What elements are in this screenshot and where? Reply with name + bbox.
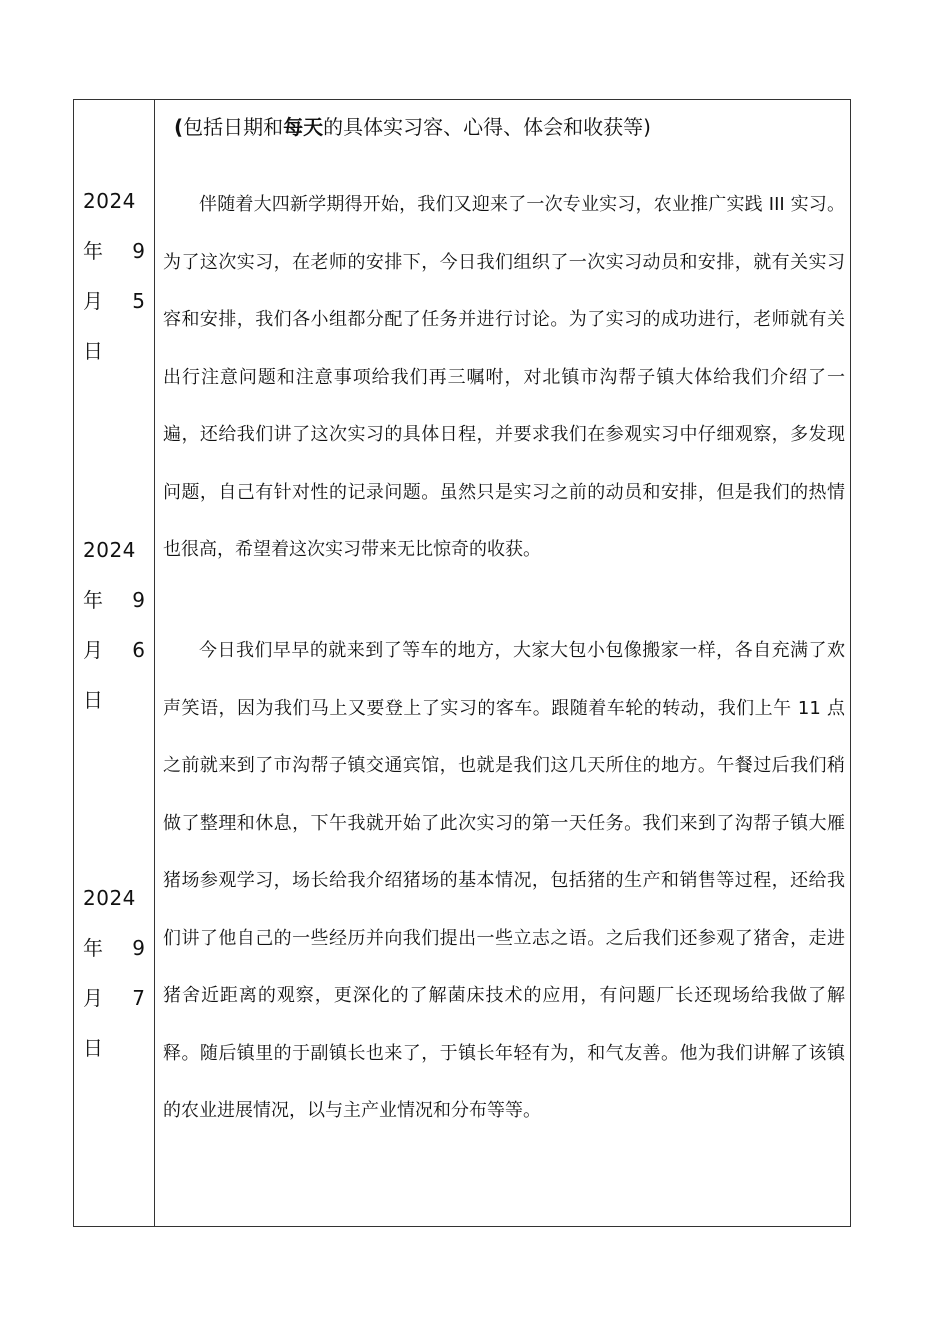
date-year: 2024 (83, 538, 136, 562)
day-value: 6 (132, 638, 145, 662)
day-value: 5 (132, 289, 145, 313)
day-char: 日 (83, 1036, 104, 1060)
date-month-row (83, 575, 145, 625)
day-char: 日 (83, 339, 104, 363)
day-char: 日 (83, 688, 104, 712)
date-day-row (83, 973, 145, 1023)
date-entry-1 (83, 176, 145, 376)
date-year: 2024 (83, 189, 136, 213)
year-char: 年 (83, 588, 103, 612)
instruction-bold: 每天 (283, 115, 324, 139)
journal-paragraph-1: 伴随着大四新学期得开始，我们又迎来了一次专业实习，农业推广实践 III 实习。为了这次实习，在老师的安排下，今日我们组织了一次实习动员和安排，就有关实习容和安排，我们各小组都分配了任务并进行讨论。为了实习的成功进行，老师就有关出行注意问题和注意事项给我们再三嘱咐，对北镇市沟帮子镇大体给我们介绍了一遍，还给我们讲了这次实习的具体日程，并要求我们在参观实习中仔细观察，多发现问题，自己有针对性的记录问题。虽然只是实习之前的动员和安排，但是我们的热情也很高，希望着这次实习带来无比惊奇的收获。 (163, 194, 845, 560)
month-char: 月 (83, 638, 103, 662)
month-char: 月 (83, 289, 103, 313)
month-value: 9 (132, 588, 145, 612)
date-day-row (83, 625, 145, 675)
day-value: 7 (132, 986, 145, 1010)
journal-paragraph-2: 今日我们早早的就来到了等车的地方，大家大包小包像搬家一样，各自充满了欢声笑语，因为我们马上又要登上了实习的客车。跟随着车轮的转动，我们上午 11 点之前就来到了市沟帮子镇交通宾馆，也就是我们这几天所住的地方。午餐过后我们稍做了整理和休息，下午我就开始了此次实习的第一天任务。我们来到了沟帮子镇大雁猪场参观学习，场长给我介绍猪场的基本情况，包括猪的生产和销售等过程，还给我们讲了他自己的一些经历并向我们提出一些立志之语。之后我们还参观了猪舍，走进猪舍近距离的观察，更深化的了解菌床技术的应用，有问题厂长还现场给我做了解释。随后镇里的于副镇长也来了，于镇长年轻有为，和气友善。他为我们讲解了该镇的农业进展情况，以与主产业情况和分布等等。 (163, 640, 845, 1121)
date-month-row (83, 226, 145, 276)
date-entry-3 (83, 873, 145, 1073)
date-day-row (83, 276, 145, 326)
date-entry-2 (83, 525, 145, 725)
year-char: 年 (83, 239, 103, 263)
column-divider (154, 100, 155, 1226)
section-instruction (174, 112, 651, 142)
year-char: 年 (83, 936, 103, 960)
month-char: 月 (83, 986, 103, 1010)
journal-table (73, 99, 851, 1227)
instruction-paren: ( (174, 115, 184, 139)
date-year: 2024 (83, 886, 136, 910)
month-value: 9 (132, 936, 145, 960)
month-value: 9 (132, 239, 145, 263)
instruction-part1: 包括日期和 (183, 115, 284, 139)
instruction-part2: 的具体实习容、心得、体会和收获等) (323, 115, 651, 139)
date-month-row (83, 923, 145, 973)
